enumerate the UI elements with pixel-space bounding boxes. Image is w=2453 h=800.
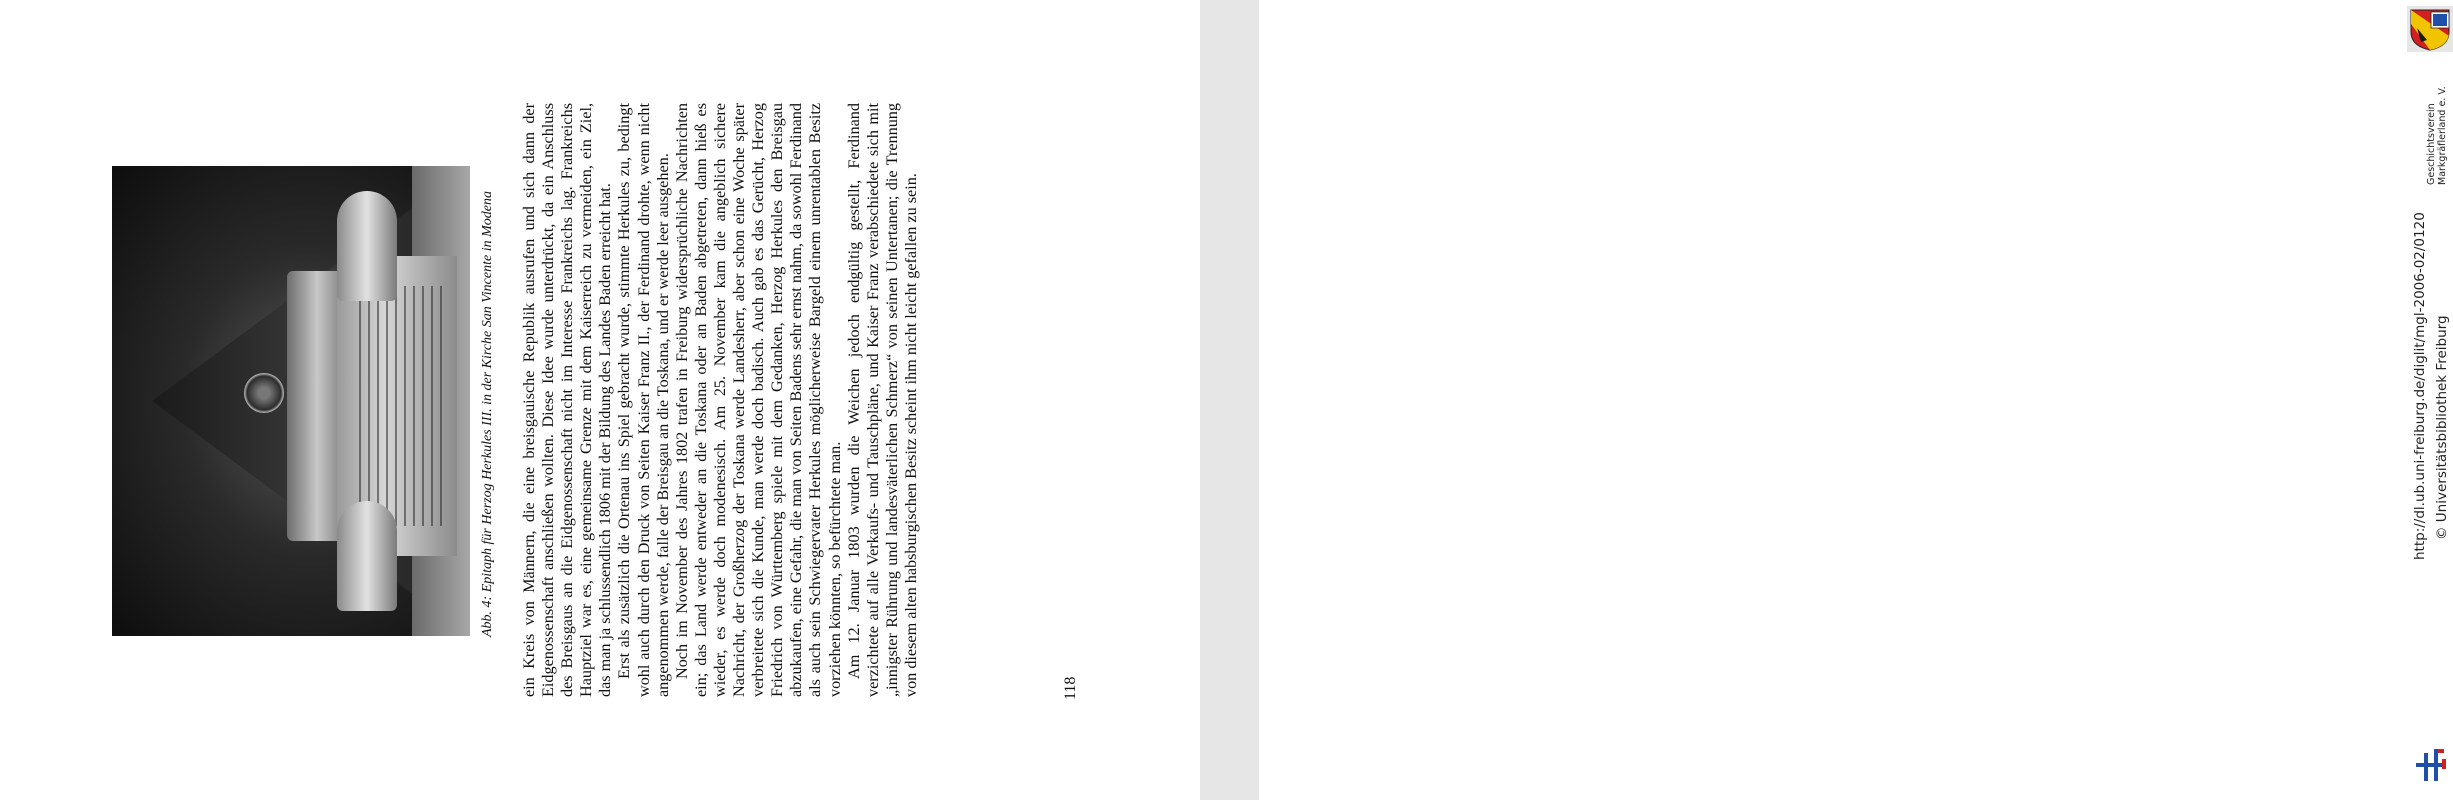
- association-name: [2426, 86, 2448, 185]
- university-library-logo-icon: [2410, 745, 2450, 785]
- viewer-sidebar: [1200, 0, 2450, 800]
- paragraph: Am 12. Januar 1803 wurden die Weichen jedoch endgültig gestellt, Ferdinand verzichtete auf alle Verkaufs- und Tauschpläne, und Kaiser Franz verabschiedete sich mit „innigster Rührung und landesväterlichen Schmerz“ von seinen Untertanen; die Trennung von diesem alten habsburgischen Besitz scheint ihm nicht leicht gefallen zu sein.: [844, 103, 920, 697]
- photo-figure-right: [337, 191, 397, 301]
- photo-medallion: [244, 373, 284, 413]
- scanned-page: [0, 0, 1200, 800]
- body-text: [520, 103, 1040, 697]
- figure-caption: Abb. 4: Epitaph für Herzog Herkules III. in der Kirche San Vincente in Modena: [480, 191, 495, 637]
- body-text-area: [520, 0, 1040, 800]
- paragraph: Erst als zusätzlich die Ortenau ins Spiel gebracht wurde, stimmte Herkules zu, bedingt wohl auch durch den Druck von Seiten Kaiser Franz II., der Ferdinand drohte, wenn nicht angenommen werde, falle der Breisgau an die Toskana, und er werde leer ausgehen.: [615, 103, 672, 697]
- association-line2: Markgräflerland e. V.: [2437, 86, 2448, 185]
- photo-inscription-lines: [352, 286, 442, 526]
- epitaph-photo: [112, 166, 470, 636]
- page-number: 118: [1062, 676, 1079, 700]
- association-line1: Geschichtsverein: [2426, 103, 2437, 185]
- copyright-notice: © Universitätsbibliothek Freiburg: [2434, 315, 2450, 540]
- paragraph: Noch im November des Jahres 1802 trafen in Freiburg widersprüchliche Nachrichten ein; das Land werde entweder an die Toskana oder an Baden abgetreten, dann hieß es wieder, es werde doch modenesisch. Am 25. November kam die angeblich sichere Nachricht, der Großherzog der Toskana werde Landesherr, aber schon eine Woche später verbreitete sich die Kunde, man werde doch badisch. Auch gab es das Gerücht, Herzog Friedrich von Württemberg spiele mit dem Gedanken, Herzog Herkules den Breisgau abzukaufen, eine Gefahr, die man von Seiten Badens sehr ernst nahm, da sowohl Ferdinand als auch sein Schwiegervater Herkules möglicherweise Bargeld einem unrentablen Besitz vorziehen könnten, so befürchtete man.: [672, 103, 844, 697]
- paragraph: ein Kreis von Männern, die eine breisgauische Republik ausrufen und sich dann der Eidgenossenschaft anschließen wollten. Diese Idee wurde unterdrückt, da ein Anschluss des Breisgaus an die Eidgenossenschaft nicht im Interesse Frankreichs lag. Frankreichs Hauptziel war es, eine gemeinsame Grenze mit dem Kaiserreich zu vermeiden, ein Ziel, das man ja schlussendlich 1806 mit der Bildung des Landes Baden erreicht hat.: [520, 103, 615, 697]
- association-crest-icon: [2407, 6, 2453, 52]
- photo-figure-left: [337, 501, 397, 611]
- document-url-link[interactable]: http://dl.ub.uni-freiburg.de/diglit/mgl-2006-02/0120: [2412, 212, 2428, 560]
